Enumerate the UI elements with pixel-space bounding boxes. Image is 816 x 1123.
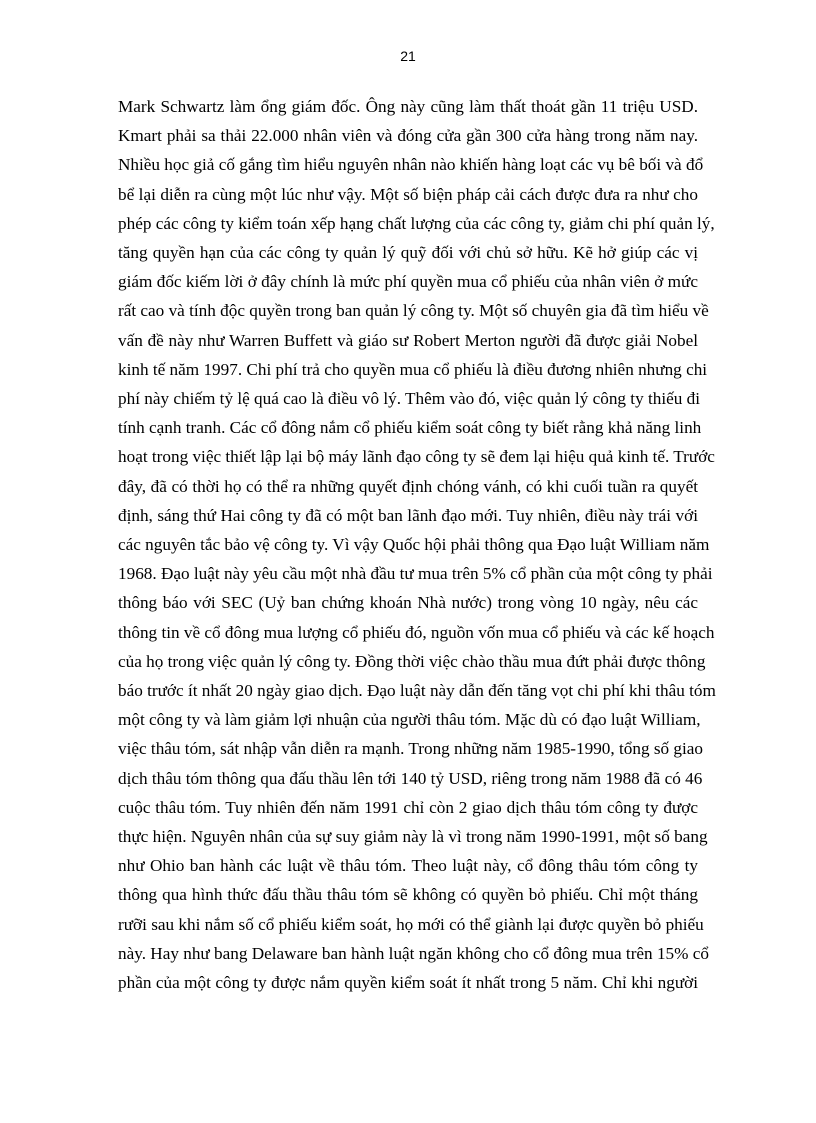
text-line: hoạt trong việc thiết lập lại bộ máy lãnh đạo công ty sẽ đem lại hiệu quả kinh tế. Trước bbox=[118, 447, 715, 467]
text-line: một công ty và làm giảm lợi nhuận của người thâu tóm. Mặc dù có đạo luật William, bbox=[118, 710, 701, 730]
text-line: Kmart phải sa thải 22.000 nhân viên và đóng cửa gần 300 cửa hàng trong năm nay. bbox=[118, 126, 698, 146]
text-line: của họ trong việc quản lý công ty. Đồng thời việc chào thầu mua đứt phải được thông bbox=[118, 651, 706, 671]
text-line: này. Hay như bang Delaware ban hành luật ngăn không cho cổ đông mua trên 15% cổ bbox=[118, 943, 709, 963]
text-line: Mark Schwartz làm ổng giám đốc. Ông này cũng làm thất thoát gần 11 triệu USD. bbox=[118, 97, 698, 116]
text-line: giám đốc kiếm lời ở đây chính là mức phí quyền mua cổ phiếu của nhân viên ở mức bbox=[118, 272, 698, 292]
text-line: đây, đã có thời họ có thể ra những quyết định chóng vánh, có khi cuối tuần ra quyết bbox=[118, 476, 698, 496]
text-line: cuộc thâu tóm. Tuy nhiên đến năm 1991 chỉ còn 2 giao dịch thâu tóm công ty được bbox=[118, 797, 698, 817]
text-line: Nhiều học giả cố gắng tìm hiểu nguyên nhân nào khiến hàng loạt các vụ bê bối và đổ bbox=[118, 155, 704, 175]
text-line: dịch thâu tóm thông qua đấu thầu lên tới 140 tỷ USD, riêng trong năm 1988 đã có 46 bbox=[118, 768, 703, 788]
text-line: thông tin về cổ đông mua lượng cổ phiếu đó, nguồn vốn mua cổ phiếu và các kế hoạch bbox=[118, 622, 715, 642]
text-line: tăng quyền hạn của các công ty quản lý quỹ đối với chủ sở hữu. Kẽ hở giúp các vị bbox=[118, 243, 698, 263]
text-line: rưỡi sau khi nắm số cổ phiếu kiểm soát, họ mới có thể giành lại được quyền bỏ phiếu bbox=[118, 914, 704, 934]
text-line: định, sáng thứ Hai công ty đã có một ban lãnh đạo mới. Tuy nhiên, điều này trái với bbox=[118, 505, 698, 525]
text-line: thông báo với SEC (Uỷ ban chứng khoán Nhà nước) trong vòng 10 ngày, nêu các bbox=[118, 593, 698, 613]
text-line: tính cạnh tranh. Các cổ đông nắm cổ phiếu kiểm soát công ty biết rằng khả năng linh bbox=[118, 418, 702, 438]
text-line: 1968. Đạo luật này yêu cầu một nhà đầu tư mua trên 5% cổ phần của một công ty phải bbox=[118, 564, 713, 584]
text-line: phần của một công ty được nắm quyền kiểm soát ít nhất trong 5 năm. Chỉ khi người bbox=[118, 973, 698, 993]
text-line: việc thâu tóm, sát nhập vẫn diễn ra mạnh. Trong những năm 1985-1990, tổng số giao bbox=[118, 739, 704, 759]
text-line: báo trước ít nhất 20 ngày giao dịch. Đạo luật này dẫn đến tăng vọt chi phí khi thâu tóm bbox=[118, 681, 716, 701]
text-line: kinh tế năm 1997. Chi phí trả cho quyền mua cổ phiếu là điều đương nhiên nhưng chi bbox=[118, 359, 708, 379]
text-line: thực hiện. Nguyên nhân của sự suy giảm này là vì trong năm 1990-1991, một số bang bbox=[118, 827, 708, 847]
text-line: bể lại diễn ra cùng một lúc như vậy. Một số biện pháp cải cách được đưa ra như cho bbox=[118, 184, 698, 204]
text-line: thông qua hình thức đấu thầu thâu tóm sẽ không có quyền bỏ phiếu. Chỉ một tháng bbox=[118, 885, 698, 905]
page-number: 21 bbox=[400, 48, 416, 64]
text-line: các nguyên tắc bảo vệ công ty. Vì vậy Quốc hội phải thông qua Đạo luật William năm bbox=[118, 535, 710, 555]
text-line: phí này chiếm tỷ lệ quá cao là điều vô lý. Thêm vào đó, việc quản lý công ty thiếu đi bbox=[118, 389, 700, 409]
text-line: phép các công ty kiểm toán xếp hạng chất lượng của các công ty, giảm chi phí quản lý, bbox=[118, 213, 715, 233]
body-paragraph bbox=[118, 92, 716, 997]
text-line: vấn đề này như Warren Buffett và giáo sư Robert Merton người đã được giải Nobel bbox=[118, 330, 698, 350]
text-line: rất cao và tính độc quyền trong ban quản lý công ty. Một số chuyên gia đã tìm hiểu về bbox=[118, 301, 709, 321]
text-line: như Ohio ban hành các luật về thâu tóm. Theo luật này, cổ đông thâu tóm công ty bbox=[118, 856, 698, 876]
